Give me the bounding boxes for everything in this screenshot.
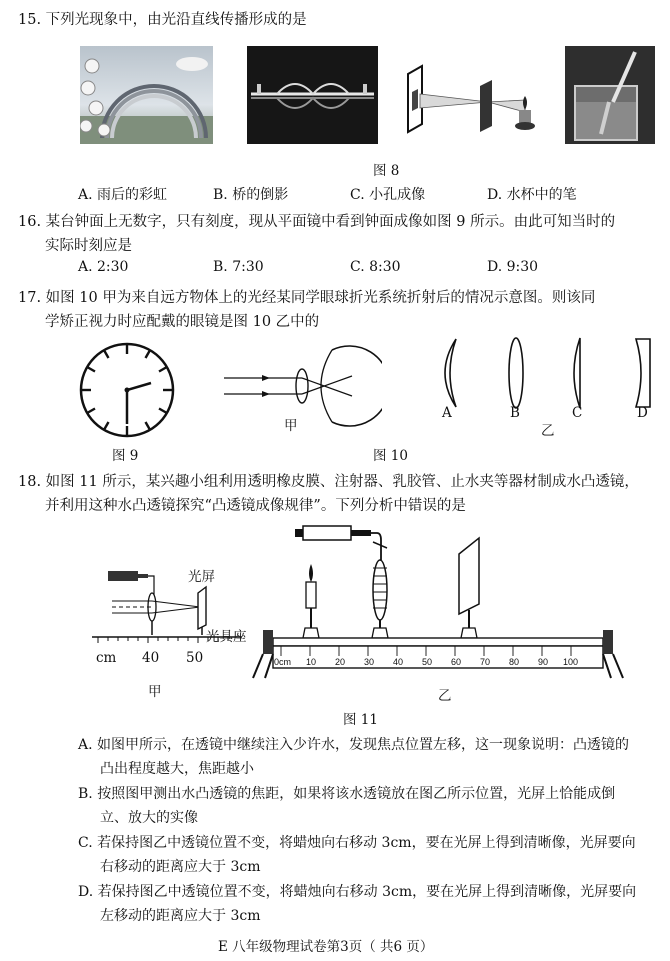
figure-11-caption: 图 11: [343, 712, 378, 728]
ruler-tick-0: 0cm: [274, 657, 292, 667]
pinhole-image: [400, 62, 550, 142]
q18-option-c-line1: C. 若保持图乙中透镜位置不变，将蜡烛向右移动 3cm，要在光屏上得到清晰像，光屏要向: [78, 835, 636, 851]
ruler-tick-90: 90: [538, 657, 549, 667]
q17-stem-line1: 17. 如图 10 甲为来自远方物体上的光经某同学眼球折光系统折射后的情况示意图。则该同: [18, 290, 596, 306]
ruler-tick-20: 20: [335, 657, 346, 667]
q15-option-c: C. 小孔成像: [350, 187, 426, 203]
figure-10-yi-label: 乙: [541, 423, 555, 439]
ruler-tick-80: 80: [509, 657, 520, 667]
q18-option-a-line1: A. 如图甲所示，在透镜中继续注入少许水，发现焦点位置左移，这一现象说明：凸透镜的: [78, 737, 630, 753]
pen-glass-image: [565, 46, 655, 144]
q16-option-d: D. 9:30: [487, 259, 539, 275]
bridge-image: [247, 46, 378, 144]
q15-option-b: B. 桥的倒影: [213, 187, 289, 203]
q15-option-a: A. 雨后的彩虹: [78, 187, 168, 203]
lens-options-diagram: [428, 335, 658, 415]
q18-option-b-line2: 立、放大的实像: [100, 810, 198, 826]
lens-b-label: B: [510, 405, 520, 421]
optical-bench-label: 光具座: [206, 629, 247, 645]
lens-d-label: D: [637, 405, 648, 421]
q18-option-b-line1: B. 按照图甲测出水凸透镜的焦距，如果将该水透镜放在图乙所示位置，光屏上恰能成倒: [78, 786, 616, 802]
figure-11-jia-label: 甲: [148, 684, 162, 700]
figure-8-caption: 图 8: [373, 163, 400, 179]
q18-option-d-line1: D. 若保持图乙中透镜位置不变，将蜡烛向右移动 3cm，要在光屏上得到清晰像，光屏要向: [78, 884, 637, 900]
optical-bench-setup-diagram: [247, 520, 627, 680]
rainbow-photo: [80, 46, 213, 144]
ruler-tick-50: 50: [422, 657, 433, 667]
fig11-jia-tick-cm: cm: [96, 650, 117, 666]
ruler-tick-100: 100: [563, 657, 579, 667]
q17-stem-line2: 学矫正视力时应配戴的眼镜是图 10 乙中的: [45, 314, 320, 330]
page-footer: E 八年级物理试卷第3页（ 共6 页）: [218, 939, 434, 955]
pen-in-water-photo: [565, 46, 655, 144]
figure-10-caption: 图 10: [373, 448, 408, 464]
rainbow-image: [80, 46, 213, 144]
fig11-jia-tick-40: 40: [142, 650, 160, 666]
q16-option-a: A. 2:30: [78, 259, 129, 275]
q18-option-a-line2: 凸出程度越大，焦距越小: [100, 761, 254, 777]
ruler-tick-70: 70: [480, 657, 491, 667]
q18-option-d-line2: 左移动的距离应大于 3cm: [100, 908, 261, 924]
figure-9-caption: 图 9: [112, 448, 139, 464]
q15-stem: 15. 下列光现象中，由光沿直线传播形成的是: [18, 12, 307, 28]
bridge-reflection-photo: [247, 46, 378, 144]
lens-a-label: A: [442, 405, 452, 421]
lens-c-label: C: [572, 405, 583, 421]
q16-option-c: C. 8:30: [350, 259, 401, 275]
pinhole-camera-diagram: [400, 62, 550, 142]
q18-stem-line2: 并利用这种水凸透镜探究“凸透镜成像规律”。下列分析中错误的是: [45, 498, 466, 514]
ruler-tick-60: 60: [451, 657, 462, 667]
ruler-tick-10: 10: [306, 657, 317, 667]
q18-stem-line1: 18. 如图 11 所示，某兴趣小组利用透明橡皮膜、注射器、乳胶管、止水夹等器材制成水凸透镜，: [18, 474, 639, 490]
fig11-jia-tick-50: 50: [186, 650, 204, 666]
figure-11-yi-label: 乙: [438, 688, 452, 704]
q16-stem-line1: 16. 某台钟面上无数字，只有刻度，现从平面镜中看到钟面成像如图 9 所示。由此可知当时的: [18, 214, 616, 230]
light-screen-label: 光屏: [188, 569, 215, 585]
ruler-tick-30: 30: [364, 657, 375, 667]
mirrored-clock-diagram: [76, 340, 178, 440]
q18-option-c-line2: 右移动的距离应大于 3cm: [100, 859, 261, 875]
q16-option-b: B. 7:30: [213, 259, 264, 275]
figure-10-jia-label: 甲: [284, 418, 298, 434]
q15-option-d: D. 水杯中的笔: [487, 187, 577, 203]
q16-stem-line2: 实际时刻应是: [45, 238, 132, 254]
eye-refraction-diagram: [222, 340, 382, 430]
ruler-tick-40: 40: [393, 657, 404, 667]
